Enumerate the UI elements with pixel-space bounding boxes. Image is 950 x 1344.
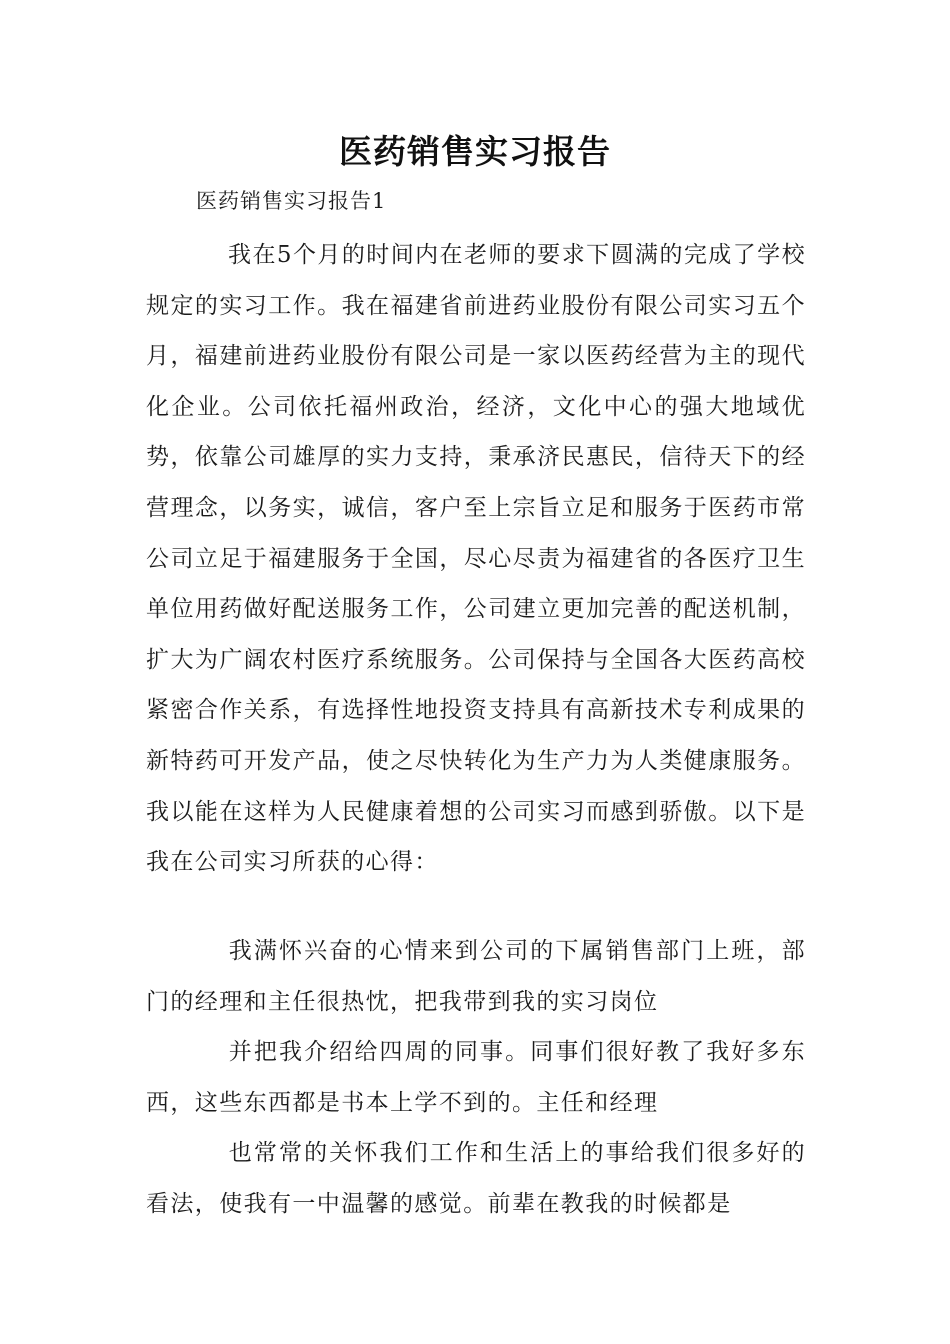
- document-subtitle: 医药销售实习报告1: [196, 189, 387, 213]
- paragraph-4: [146, 1128, 806, 1229]
- paragraph-3: [146, 1027, 806, 1128]
- paragraph-2: [146, 926, 806, 1027]
- paragraph-3-text: 并把我介绍给四周的同事。同事们很好教了我好多东西，这些东西都是书本上学不到的。主任和经理: [146, 1039, 806, 1116]
- paragraph-1-text: 我在5个月的时间内在老师的要求下圆满的完成了学校规定的实习工作。我在福建省前进药业股份有限公司实习五个月，福建前进药业股份有限公司是一家以医药经营为主的现代化企业。公司依托福州政治，经济，文化中心的强大地域优势，依靠公司雄厚的实力支持，秉承济民惠民，信待天下的经营理念，以务实，诚信，客户至上宗旨立足和服务于医药市常公司立足于福建服务于全国，尽心尽责为福建省的各医疗卫生单位用药做好配送服务工作，公司建立更加完善的配送机制，扩大为广阔农村医疗系统服务。公司保持与全国各大医药高校紧密合作关系，有选择性地投资支持具有高新技术专利成果的新特药可开发产品，使之尽快转化为生产力为人类健康服务。我以能在这样为人民健康着想的公司实习而感到骄傲。以下是我在公司实习所获的心得：: [146, 242, 806, 876]
- paragraph-4-text: 也常常的关怀我们工作和生活上的事给我们很多好的看法，使我有一中温馨的感觉。前辈在教我的时候都是: [146, 1140, 806, 1217]
- document-title: 医药销售实习报告: [339, 132, 611, 171]
- paragraph-2-text: 我满怀兴奋的心情来到公司的下属销售部门上班，部门的经理和主任很热忱，把我带到我的实习岗位: [146, 938, 806, 1015]
- paragraph-1: [146, 230, 806, 888]
